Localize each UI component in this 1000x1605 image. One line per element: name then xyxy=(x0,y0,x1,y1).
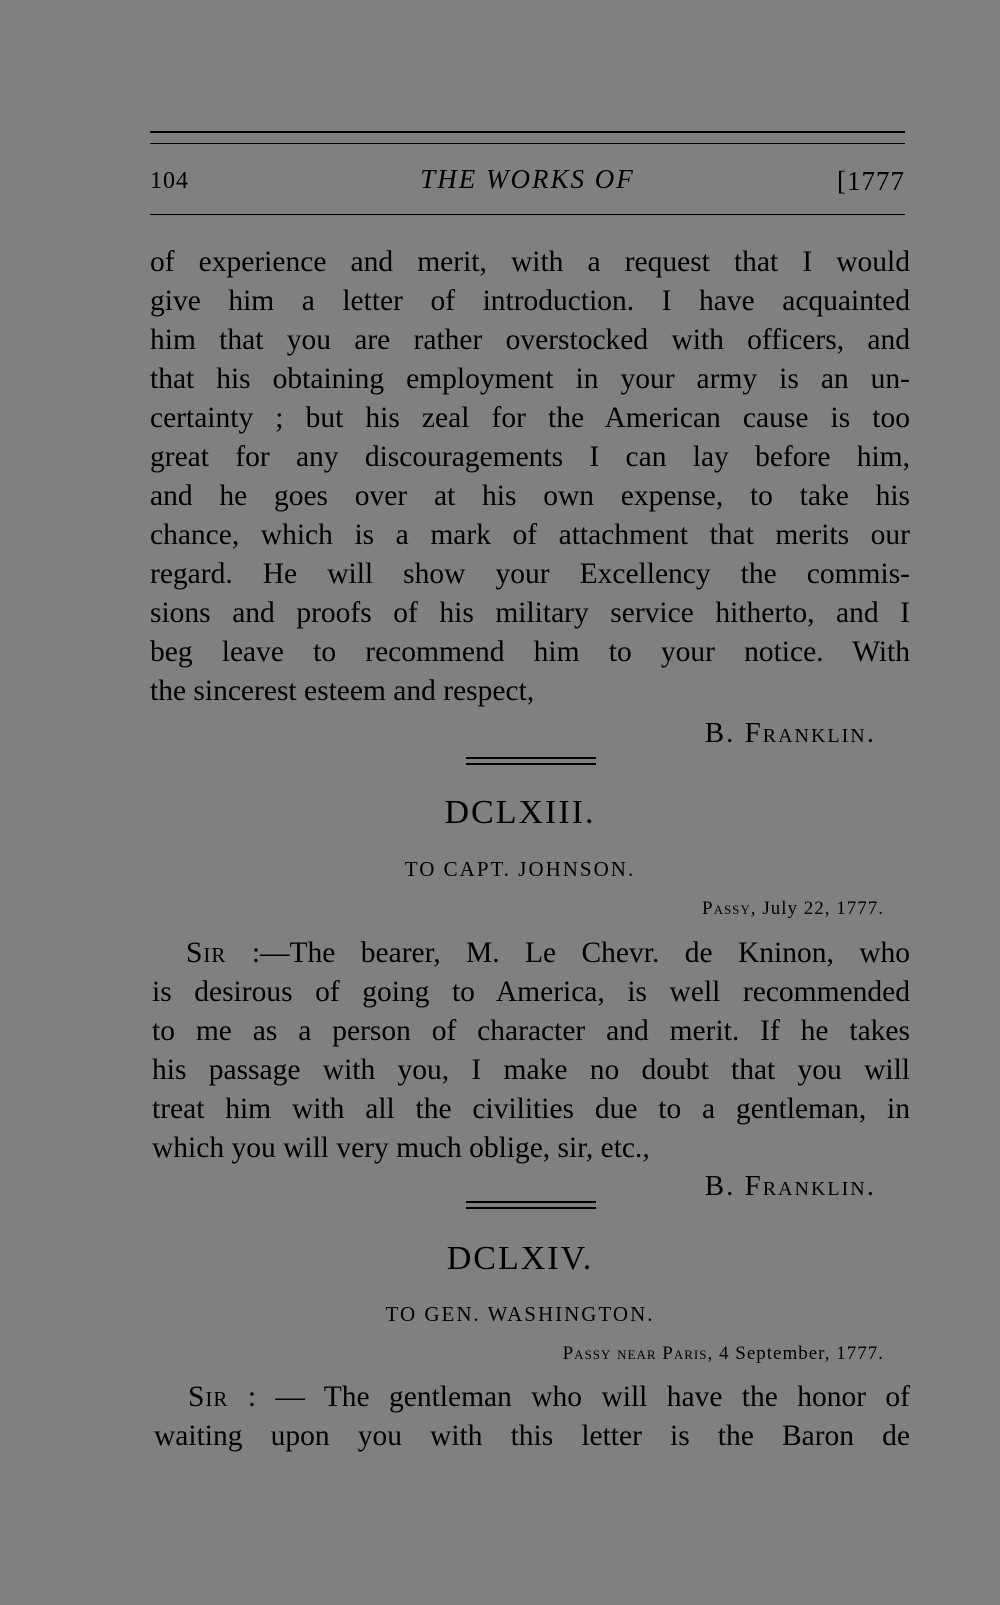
section-divider xyxy=(466,757,596,765)
text-line: that his obtaining employment in your army is an un- xyxy=(150,363,910,395)
salutation: Sir xyxy=(188,1381,229,1413)
text-line-rest: : — The gentleman who will have the honor of xyxy=(247,1381,911,1413)
page-number: 104 xyxy=(150,168,189,194)
dateline-date: 4 September, 1777. xyxy=(719,1343,884,1364)
addressee: TO GEN. WASHINGTON. xyxy=(385,1302,655,1326)
dateline-place: Passy, xyxy=(702,898,757,919)
dateline-place: Passy near Paris, xyxy=(562,1343,714,1364)
letter-number: DCLXIV. xyxy=(446,1240,594,1277)
continuation-text xyxy=(150,243,910,711)
text-line: chance, which is a mark of attachment that merits our xyxy=(150,519,910,551)
dateline xyxy=(563,1343,884,1365)
header-bottom-rule xyxy=(150,214,905,215)
text-line: to me as a person of character and merit. If he takes xyxy=(152,1015,910,1047)
signature: B. Franklin. xyxy=(704,1170,876,1202)
text-line: him that you are rather overstocked with officers, and xyxy=(150,324,910,356)
addressee: TO CAPT. JOHNSON. xyxy=(404,857,636,881)
text-line: regard. He will show your Excellency the commis- xyxy=(150,558,910,590)
section-divider xyxy=(466,1201,596,1209)
dateline xyxy=(702,898,884,920)
letter-body xyxy=(154,1378,910,1456)
header-top-rule xyxy=(150,131,905,133)
text-line: give him a letter of introduction. I have acquainted xyxy=(150,285,910,317)
dateline-date: July 22, 1777. xyxy=(762,898,884,919)
text-line: the sincerest esteem and respect, xyxy=(150,675,535,707)
text-line: waiting upon you with this letter is the Baron de xyxy=(154,1420,910,1452)
text-line: his passage with you, I make no doubt that you will xyxy=(152,1054,910,1086)
header-year: [1777 xyxy=(837,166,905,196)
salutation: Sir xyxy=(186,937,227,969)
signature: B. Franklin. xyxy=(704,717,876,749)
text-line: certainty ; but his zeal for the American cause is too xyxy=(150,402,910,434)
text-line: of experience and merit, with a request that I would xyxy=(150,246,910,278)
running-head: THE WORKS OF xyxy=(420,164,635,194)
text-line: great for any discouragements I can lay before him, xyxy=(150,441,910,473)
page-header xyxy=(150,164,905,200)
text-line-rest: :—The bearer, M. Le Chevr. de Kninon, who xyxy=(251,937,911,969)
text-line: is desirous of going to America, is well recommended xyxy=(152,976,910,1008)
letter-body xyxy=(152,934,910,1168)
text-line: treat him with all the civilities due to a gentleman, in xyxy=(152,1093,910,1125)
text-line: beg leave to recommend him to your notice. With xyxy=(150,636,910,668)
text-line xyxy=(152,934,910,973)
text-line: sions and proofs of his military service hitherto, and I xyxy=(150,597,910,629)
header-second-rule xyxy=(150,143,905,144)
letter-number: DCLXIII. xyxy=(444,794,596,831)
text-line: and he goes over at his own expense, to take his xyxy=(150,480,910,512)
text-line: which you will very much oblige, sir, etc., xyxy=(152,1132,650,1164)
text-line xyxy=(154,1378,910,1417)
